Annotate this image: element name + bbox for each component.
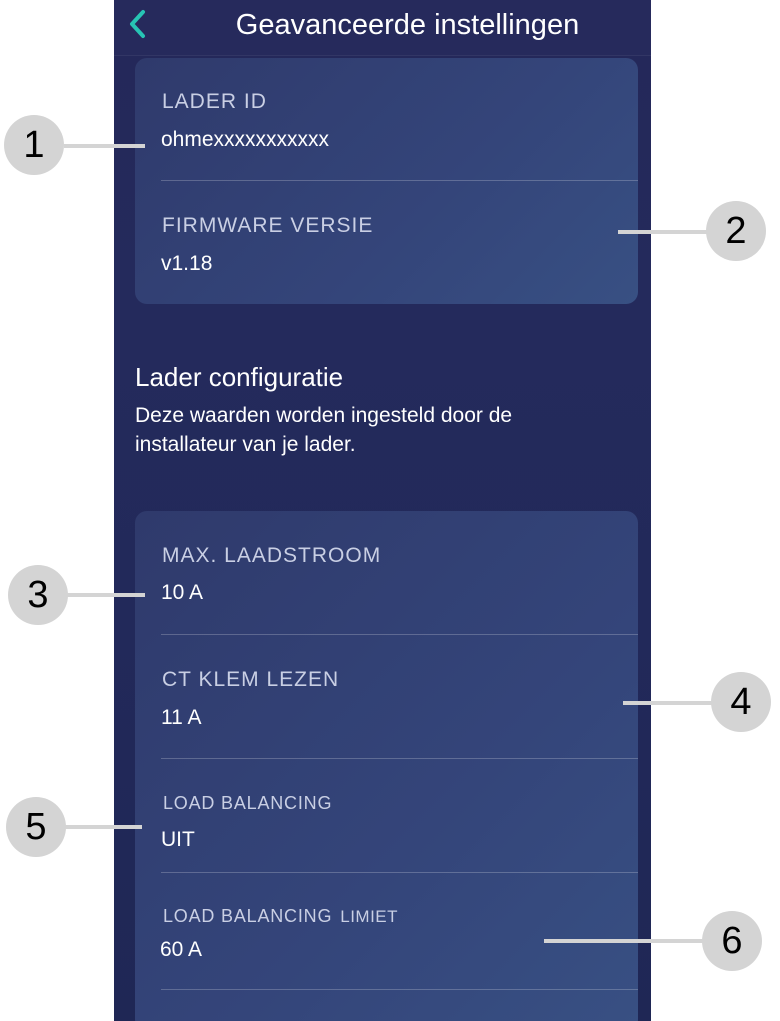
- ct-clamp-label: CT KLEM LEZEN: [162, 668, 340, 691]
- back-button[interactable]: [118, 4, 158, 44]
- callout-badge-3: 3: [8, 565, 68, 625]
- charger-id-label: LADER ID: [162, 90, 267, 113]
- callout-line-3: [64, 593, 145, 597]
- callout-badge-6: 6: [702, 911, 762, 971]
- device-info-card: [135, 58, 638, 304]
- max-current-label: MAX. LAADSTROOM: [162, 544, 382, 567]
- callout-line-1: [64, 144, 145, 148]
- load-balancing-row: [161, 758, 638, 873]
- configuration-card: [135, 511, 638, 1021]
- callout-line-4: [623, 701, 713, 705]
- max-current-value: 10 A: [161, 581, 204, 604]
- load-balancing-limit-label-suffix: LIMIET: [340, 907, 399, 926]
- load-balancing-label: LOAD BALANCING: [163, 793, 333, 813]
- charger-id-value: ohmexxxxxxxxxxx: [161, 128, 330, 151]
- ct-clamp-value: 11 A: [161, 706, 202, 729]
- section-description: Deze waarden worden ingesteld door de installateur van je lader.: [135, 404, 513, 456]
- callout-line-5: [60, 825, 142, 829]
- callout-badge-1: 1: [4, 115, 64, 175]
- max-current-row: [161, 511, 638, 635]
- firmware-row: [161, 180, 638, 304]
- callout-badge-2: 2: [706, 201, 766, 261]
- section-title: Lader configuratie: [135, 362, 344, 392]
- load-balancing-limit-label-main: LOAD BALANCING: [163, 906, 333, 926]
- firmware-label: FIRMWARE VERSIE: [162, 214, 374, 237]
- callout-badge-4: 4: [711, 672, 771, 732]
- load-balancing-value: UIT: [161, 828, 195, 851]
- load-balancing-limit-value: 60 A: [160, 938, 203, 961]
- chevron-left-icon: [126, 8, 150, 40]
- firmware-value: v1.18: [161, 252, 213, 275]
- page-title: Geavanceerde instellingen: [235, 9, 580, 41]
- callout-line-6: [544, 939, 704, 943]
- top-bar: [114, 0, 651, 56]
- load-balancing-limit-row: [161, 872, 638, 990]
- charger-id-row: [161, 58, 638, 181]
- callout-badge-5: 5: [6, 797, 66, 857]
- callout-line-2: [618, 230, 708, 234]
- ct-clamp-row: [161, 634, 638, 759]
- phone-screen: [114, 0, 651, 1021]
- load-balancing-limit-label: [163, 906, 398, 927]
